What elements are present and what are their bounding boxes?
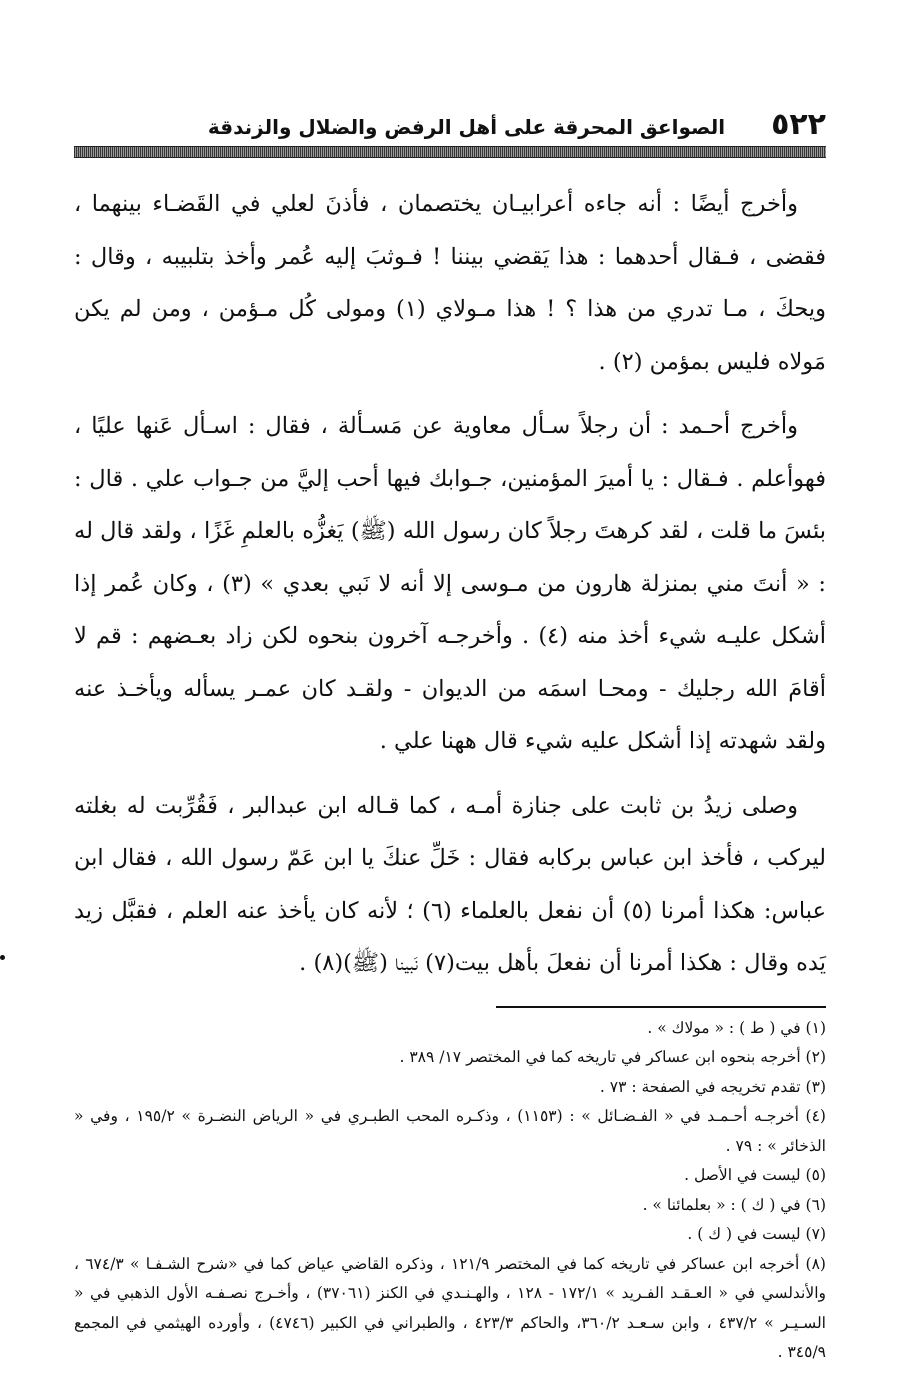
footnote: (١) في ( ط ) : « مولاك » . — [647, 1018, 826, 1037]
page-number: ٥٢٢ — [771, 107, 826, 142]
footnote-divider — [496, 1006, 826, 1008]
paragraph: وأخرج أيضًا : أنه جاءه أعرابيـان يختصمان ، فأذنَ لعلي في القَضـاء بينهما ، فقضى ، فـقال أحدهما : هذا يَقضي بيننا ! فـوثبَ إليه عُمر وأخذ بتلبيبه ، وقال : ويحكَ ، مـا تدري من هذا ؟ ! هذا مـولاي (١) ومولى كُل مـؤمن ، ومن لم يكن مَولاه فليس بمؤمن (٢) . — [74, 191, 826, 375]
footnote: (٦) في ( ك ) : « بعلمائنا » . — [642, 1195, 826, 1214]
paragraph: وصلى زيدُ بن ثابت على جنازة أمـه ، كما قـاله ابن عبدالبر ، فَقُرِّبت له بغلته ليركب ، فأخذ ابن عباس بركابه فقال : خَلِّ عنكَ يا ابن عَمّ رسول الله ، فقال ابن عباس: هكذا أمرنا (٥) أن نفعل بالعلماء (٦) ؛ لأنه كان يأخذ عنه العلم ، فقبَّل زيد يَده وقال : هكذا أمرنا أن نفعلَ بأهل بيت(٧) نَبينا (ﷺ)(٨) . — [74, 792, 826, 976]
footnote: (٥) ليست في الأصل . — [684, 1166, 826, 1184]
paragraph: وأخرج أحـمد : أن رجلاً سـأل معاوية عن مَسـألة ، فقال : اسـأل عَنها عليًا ، فهوأعلم . فـقال : يا أميرَ المؤمنين، جـوابك فيها أحب إليَّ من جـواب علي . قال : بئسَ ما قلت ، لقد كرهتَ رجلاً كان رسول الله (ﷺ) يَغزُّه بالعلمِ غَزًا ، ولقد قال له : « أنتَ مني بمنزلة هارون من مـوسى إلا أنه لا نَبي بعدي » (٣) ، وكان عُمر إذا أشكل عليـه شيء أخذ منه (٤) . وأخرجـه آخرون بنحوه لكن زاد بعـضهم : قم لا أقامَ الله رجليك - ومحـا اسمَه من الديوان - ولقـد كان عمـر يسأله ويأخـذ عنه ولقد شهدته إذا أشكل عليه شيء قال ههنا علي . — [74, 413, 826, 754]
margin-mark — [0, 955, 5, 960]
footnote: (٣) تقدم تخريجه في الصفحة : ٧٣ . — [599, 1077, 826, 1096]
footnote: (٢) أخرجه بنحوه ابن عساكر في تاريخه كما في المختصر ١٧/ ٣٨٩ . — [399, 1048, 826, 1066]
footnotes — [74, 1014, 826, 1368]
footnote: (٤) أخرجـه أحـمـد في « الفـضـائل » : (١١٥٣) ، وذكـره المحب الطبـري في « الرياض النضـرة » ١٩٥/٢ ، وفي « الذخائر » : ٧٩ . — [74, 1107, 826, 1155]
page-header — [74, 100, 826, 140]
footnote: (٧) ليست في ( ك ) . — [687, 1225, 826, 1243]
header-divider — [74, 146, 826, 158]
running-title: الصواعق المحرقة على أهل الرفض والضلال والزندقة — [207, 115, 726, 139]
main-text — [74, 178, 826, 990]
footnote: (٨) أخرجه ابن عساكر في تاريخه كما في المختصر ١٢١/٩ ، وذكره القاضي عياض كما في «شرح الشـفـا » ٦٧٤/٣ ، والأندلسي في « العـقـد الفـريد » ١٧٢/١ - ١٢٨ ، والهـنـدي في الكنز (٣٧٠٦١) ، وأخـرج نصـفـه الأول الذهبي في « السـيـر » ٤٣٧/٢ ، وابن سـعـد ٣٦٠/٢، والحاكم ٤٢٣/٣ ، والطبراني في الكبير (٤٧٤٦) ، وأورده الهيثمي في المجمع ٣٤٥/٩ . — [74, 1254, 826, 1361]
